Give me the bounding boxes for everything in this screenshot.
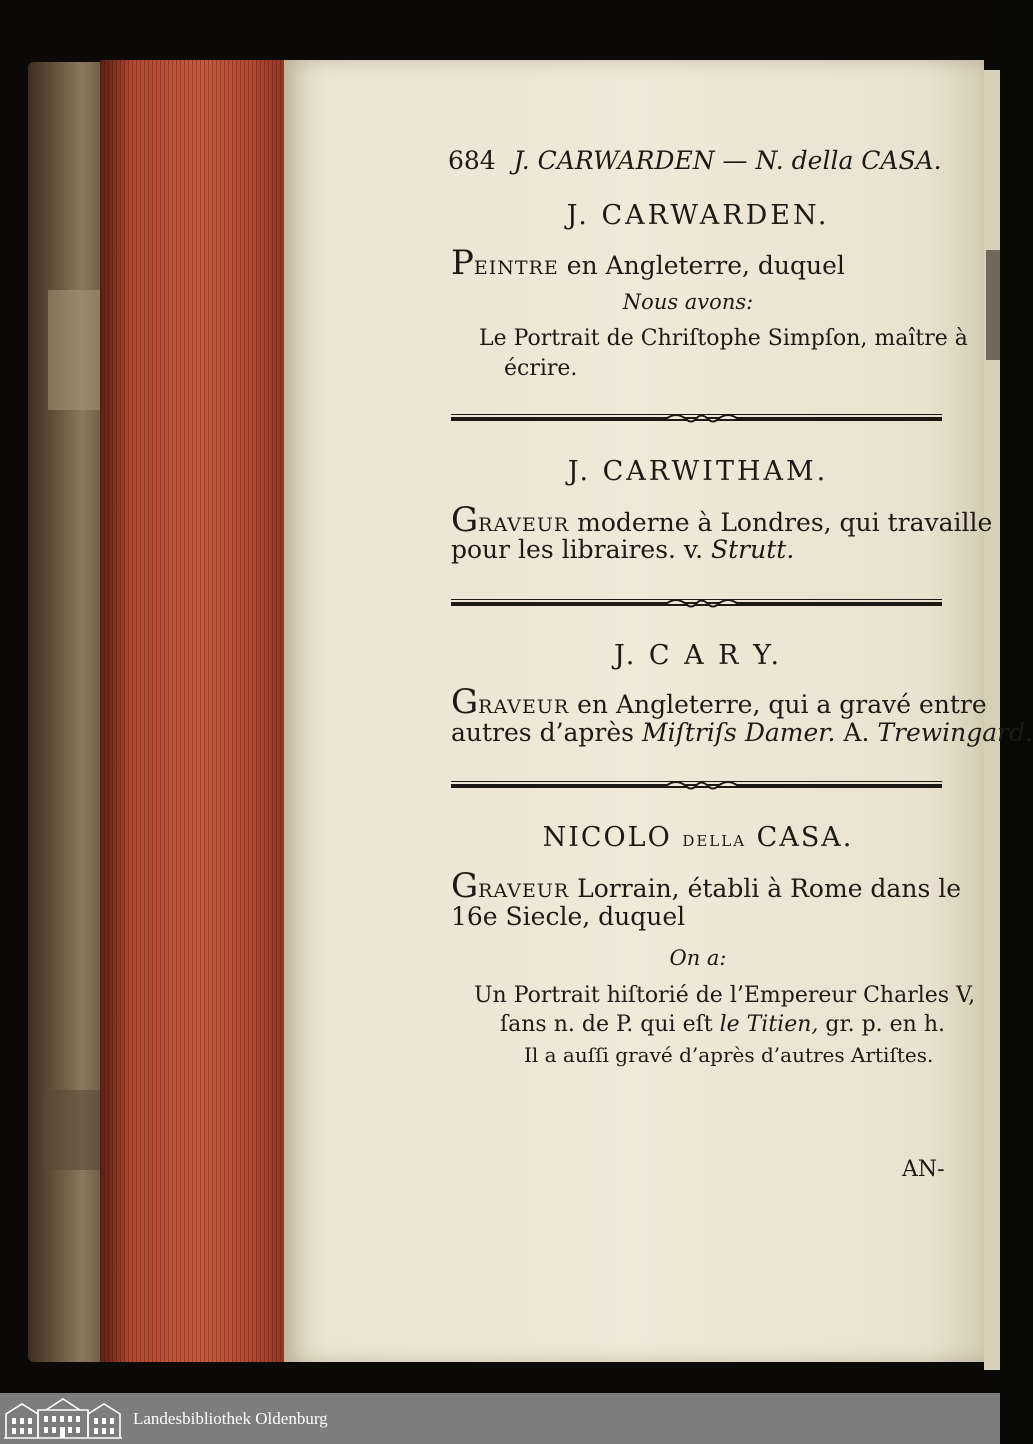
entry-title: J. C A R Y. xyxy=(613,640,783,671)
footer-bar xyxy=(0,1393,1000,1444)
entry-text-line: GRAVEUR moderne à Londres, qui travaille xyxy=(451,500,993,540)
page-number: 684 xyxy=(448,146,496,175)
entry-item: écrire. xyxy=(504,356,578,381)
page-edges-shadow xyxy=(100,60,130,1362)
entry-subhead: On a: xyxy=(669,946,727,970)
entry-item: Le Portrait de Chriſtophe Simpſon, maître à xyxy=(479,326,968,351)
library-name: Landesbibliothek Oldenburg xyxy=(133,1409,328,1428)
entry-note: Il a auſſi gravé d’après d’autres Artiſtes. xyxy=(524,1043,934,1067)
cover-wear xyxy=(48,290,108,410)
entry-item: Un Portrait hiſtorié de l’Empereur Charles V, xyxy=(474,983,976,1008)
library-building-icon xyxy=(2,1396,124,1441)
catchword: AN- xyxy=(902,1157,945,1182)
ornamental-rule xyxy=(451,779,942,793)
entry-item: ſans n. de P. qui eſt le Titien, gr. p. en h. xyxy=(500,1012,945,1037)
ornamental-rule xyxy=(451,597,942,611)
cover-wear xyxy=(44,1090,104,1170)
entry-title: NICOLO DELLA CASA. xyxy=(542,822,854,853)
entry-text-line: GRAVEUR Lorrain, établi à Rome dans le xyxy=(451,866,962,906)
entry-text-line: GRAVEUR en Angleterre, qui a gravé entre xyxy=(451,682,987,722)
entry-title: J. CARWITHAM. xyxy=(567,456,829,487)
entry-text-line: PEINTRE en Angleterre, duquel xyxy=(451,243,845,283)
entry-text-line: pour les libraires. v. Strutt. xyxy=(451,535,795,564)
running-title: J. CARWARDEN — N. della CASA. xyxy=(513,146,942,175)
entry-text-line: 16e Siecle, duquel xyxy=(451,902,686,931)
entry-subhead: Nous avons: xyxy=(622,290,754,314)
entry-title: J. CARWARDEN. xyxy=(566,200,830,231)
ornamental-rule xyxy=(451,412,942,426)
running-header xyxy=(448,146,942,175)
entry-text-line: autres d’après Miſtriſs Damer. A. Trewingard. xyxy=(451,718,1033,747)
